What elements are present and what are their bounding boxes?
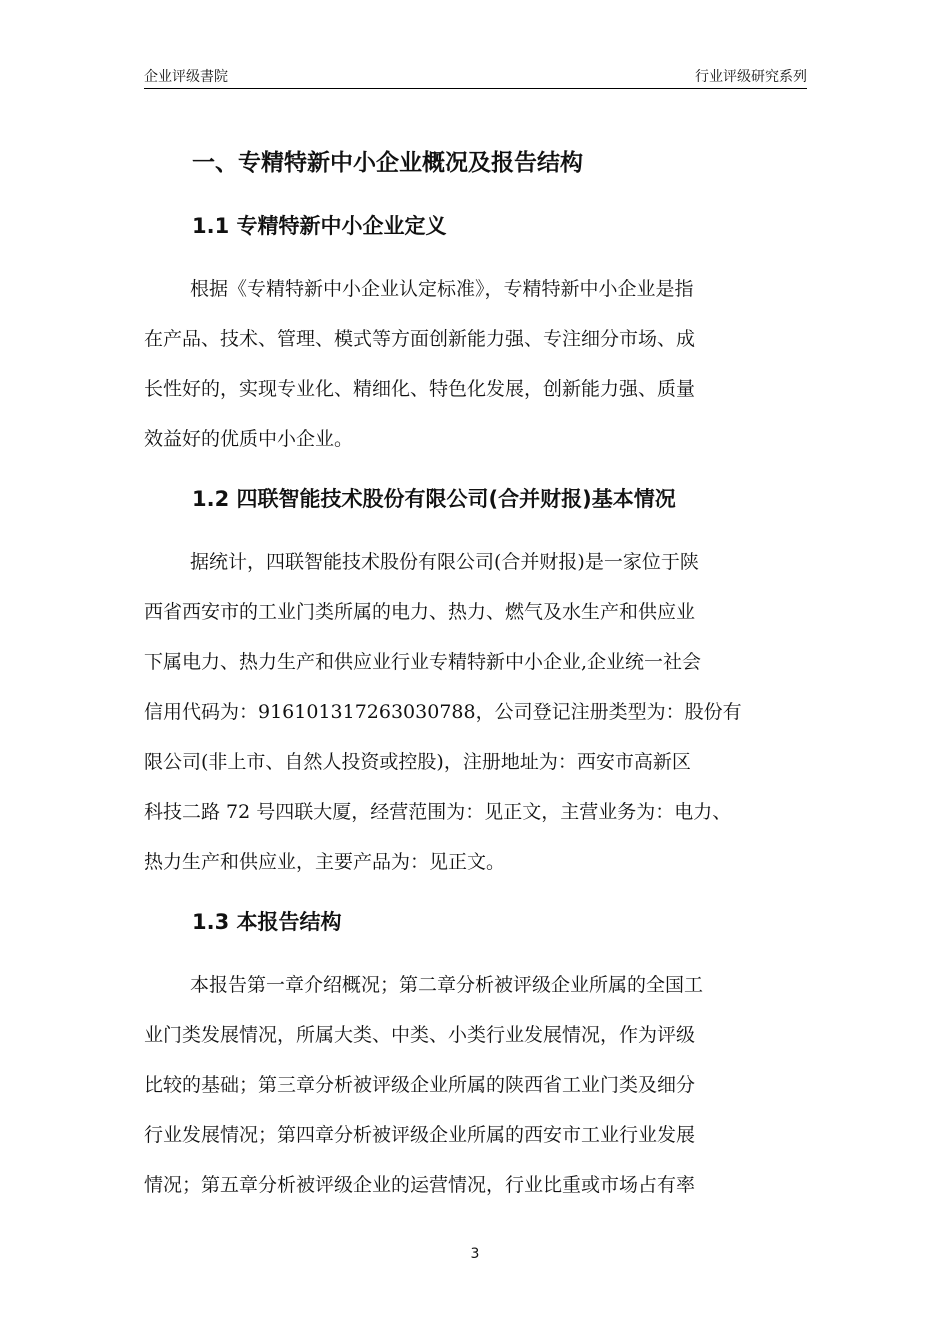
section-1-1-paragraph — [144, 264, 809, 464]
section-title-1-1: 1.1 专精特新中小企业定义 — [192, 214, 447, 238]
paragraph-line: 根据《专精特新中小企业认定标准》，专精特新中小企业是指 — [190, 278, 694, 300]
paragraph-line: 比较的基础；第三章分析被评级企业所属的陕西省工业门类及细分 — [144, 1074, 696, 1096]
page-header — [144, 66, 807, 89]
paragraph-line: 据统计，四联智能技术股份有限公司(合并财报)是一家位于陕 — [190, 551, 699, 573]
chapter-title: 一、专精特新中小企业概况及报告结构 — [192, 150, 583, 176]
paragraph-line: 本报告第一章介绍概况；第二章分析被评级企业所属的全国工 — [190, 974, 704, 996]
paragraph-line: 情况；第五章分析被评级企业的运营情况，行业比重或市场占有率 — [144, 1174, 696, 1196]
paragraph-line: 科技二路 72 号四联大厦，经营范围为：见正文，主营业务为：电力、 — [144, 801, 732, 823]
paragraph-line: 长性好的，实现专业化、精细化、特色化发展，创新能力强、质量 — [144, 378, 696, 400]
header-left-text: 企业评级書院 — [144, 69, 228, 85]
header-right-text: 行业评级研究系列 — [695, 69, 807, 85]
paragraph-line: 热力生产和供应业，主要产品为：见正文。 — [144, 851, 506, 873]
section-1-3-paragraph — [144, 960, 809, 1210]
paragraph-line: 业门类发展情况，所属大类、中类、小类行业发展情况，作为评级 — [144, 1024, 696, 1046]
page-number: 3 — [470, 1246, 480, 1262]
paragraph-line: 限公司(非上市、自然人投资或控股)，注册地址为：西安市高新区 — [144, 751, 691, 773]
paragraph-line: 信用代码为：916101317263030788，公司登记注册类型为：股份有 — [144, 701, 742, 723]
section-1-2-paragraph — [144, 537, 809, 887]
paragraph-line: 西省西安市的工业门类所属的电力、热力、燃气及水生产和供应业 — [144, 601, 696, 623]
paragraph-line: 行业发展情况；第四章分析被评级企业所属的西安市工业行业发展 — [144, 1124, 696, 1146]
paragraph-line: 效益好的优质中小企业。 — [144, 428, 354, 450]
section-title-1-2: 1.2 四联智能技术股份有限公司(合并财报)基本情况 — [192, 487, 676, 511]
paragraph-line: 在产品、技术、管理、模式等方面创新能力强、专注细分市场、成 — [144, 328, 696, 350]
paragraph-line: 下属电力、热力生产和供应业行业专精特新中小企业,企业统一社会 — [144, 651, 702, 673]
section-title-1-3: 1.3 本报告结构 — [192, 910, 342, 934]
